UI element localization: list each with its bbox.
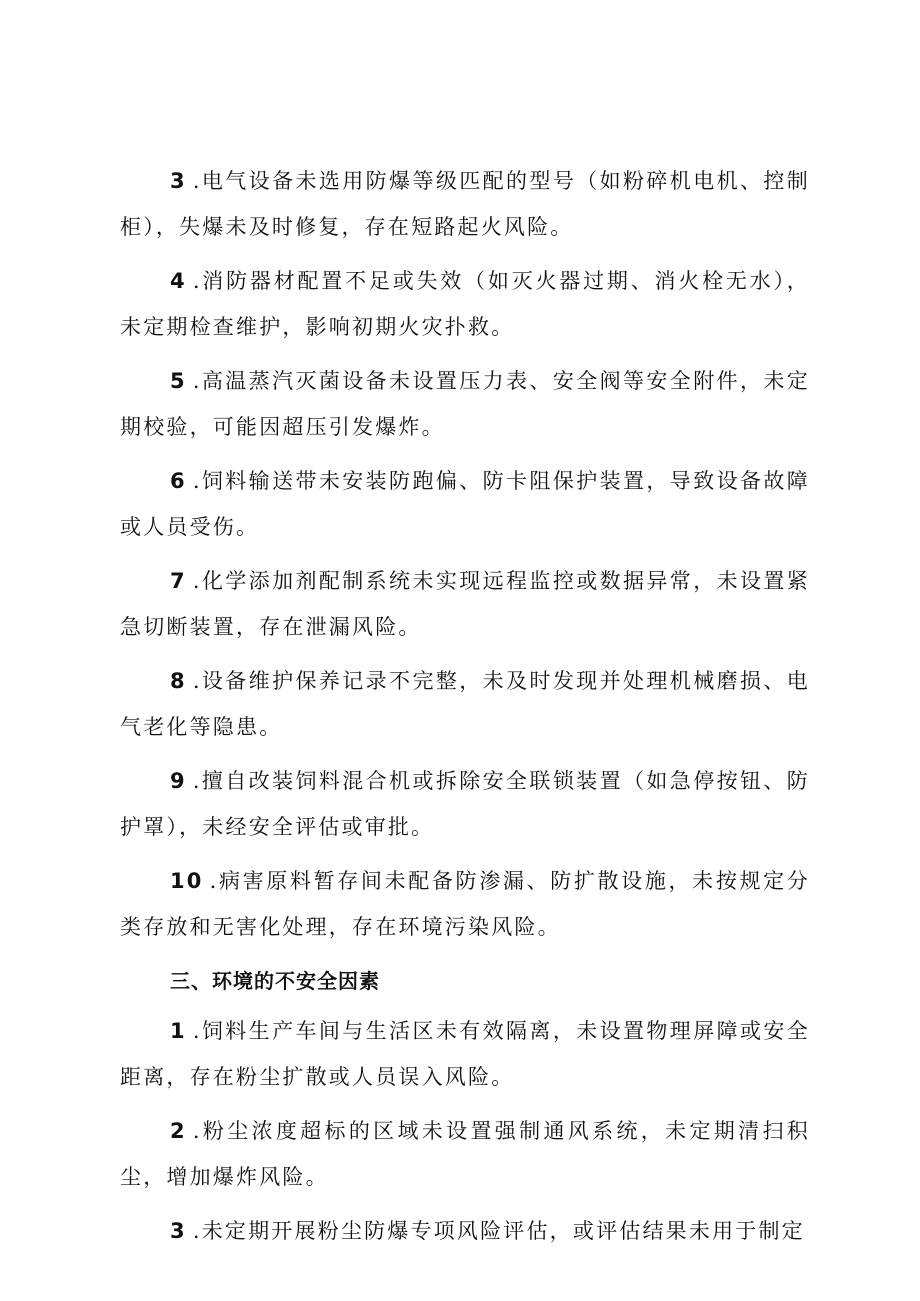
list-item-6 — [120, 458, 810, 550]
item-number: 8 — [170, 669, 187, 693]
item-number: 9 — [170, 769, 187, 793]
env-list-item-1 — [120, 1008, 810, 1100]
item-number: 7 — [170, 569, 187, 593]
list-item-9 — [120, 758, 810, 850]
list-item-5 — [120, 358, 810, 450]
list-item-10 — [120, 858, 810, 950]
item-text: .饲料生产车间与生活区未有效隔离，未设置物理屏障或安全距离，存在粉尘扩散或人员误入风险。 — [120, 1019, 810, 1089]
document-body — [120, 158, 810, 1262]
item-text: .饲料输送带未安装防跑偏、防卡阻保护装置，导致设备故障或人员受伤。 — [120, 469, 810, 539]
item-number: 6 — [170, 469, 187, 493]
item-text: .未定期开展粉尘防爆专项风险评估，或评估结果未用于制定 — [192, 1219, 805, 1243]
item-number: 1 — [170, 1019, 187, 1043]
item-number: 10 — [170, 869, 204, 893]
env-list-item-2 — [120, 1108, 810, 1200]
env-list-item-3 — [120, 1208, 810, 1254]
item-text: .电气设备未选用防爆等级匹配的型号（如粉碎机电机、控制柜），失爆未及时修复，存在短路起火风险。 — [120, 169, 810, 239]
item-text: .粉尘浓度超标的区域未设置强制通风系统，未定期清扫积尘，增加爆炸风险。 — [120, 1119, 810, 1189]
item-number: 3 — [170, 1219, 187, 1243]
section-heading: 三、环境的不安全因素 — [170, 969, 380, 993]
item-text: .病害原料暂存间未配备防渗漏、防扩散设施，未按规定分类存放和无害化处理，存在环境污染风险。 — [120, 869, 810, 939]
item-text: .消防器材配置不足或失效（如灭火器过期、消火栓无水），未定期检查维护，影响初期火灾扑救。 — [120, 269, 810, 339]
list-item-3 — [120, 158, 810, 250]
item-text: .擅自改装饲料混合机或拆除安全联锁装置（如急停按钮、防护罩），未经安全评估或审批。 — [120, 769, 810, 839]
item-number: 4 — [170, 269, 187, 293]
item-number: 2 — [170, 1119, 187, 1143]
item-text: .化学添加剂配制系统未实现远程监控或数据异常，未设置紧急切断装置，存在泄漏风险。 — [120, 569, 810, 639]
list-item-7 — [120, 558, 810, 650]
list-item-8 — [120, 658, 810, 750]
item-number: 3 — [170, 169, 187, 193]
list-item-4 — [120, 258, 810, 350]
item-number: 5 — [170, 369, 187, 393]
item-text: .高温蒸汽灭菌设备未设置压力表、安全阀等安全附件，未定期校验，可能因超压引发爆炸。 — [120, 369, 810, 439]
item-text: .设备维护保养记录不完整，未及时发现并处理机械磨损、电气老化等隐患。 — [120, 669, 810, 739]
